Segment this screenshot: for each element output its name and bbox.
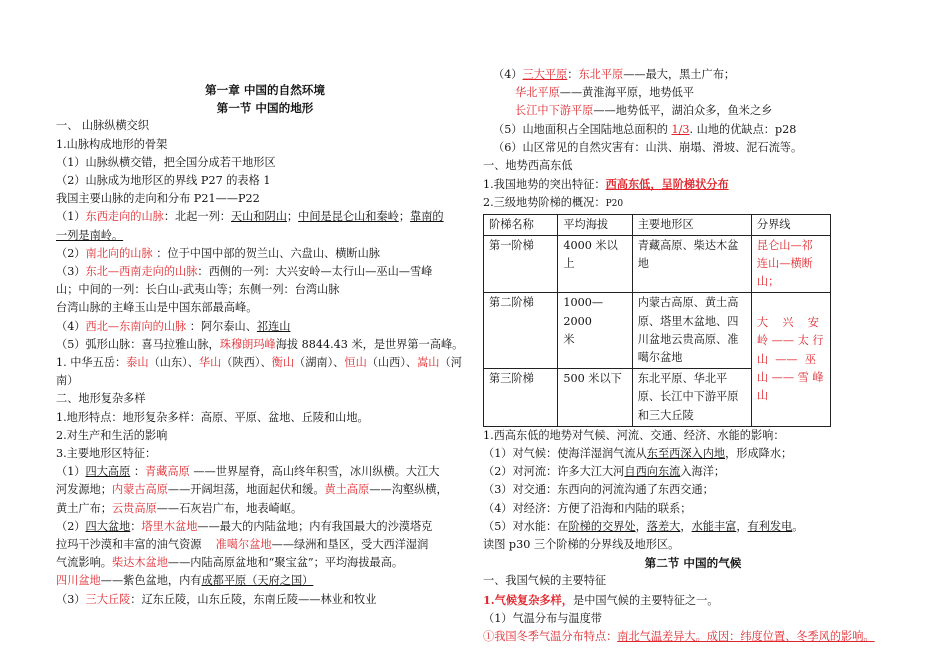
impact-climate: （1）对气候：使海洋湿润气流从东至西深入内地，形成降水； — [483, 447, 793, 461]
text-line: 华北平原——黄淮海平原，地势低平 — [515, 86, 695, 100]
climate-feature: 1.气候复杂多样，是中国气候的主要特征之一。 — [483, 592, 719, 607]
table-header: 主要地形区 — [632, 214, 751, 235]
table-cell: 内蒙古高原、黄土高 原、塔里木盆地、四 川盆地云贵高原、准 噶尔盆地 — [632, 293, 751, 369]
section-title: 第一节 中国的地形 — [216, 101, 314, 116]
section-title-climate: 第二节 中国的气候 — [644, 556, 742, 571]
heading-terrain: 二、地形复杂多样 — [56, 392, 146, 406]
text-line: 南） — [56, 374, 79, 388]
arc-mountains: （5）弧形山脉：喜马拉雅山脉，珠穆朗玛峰海拔 8844.43 米，是世界第一高峰。 — [56, 337, 464, 351]
table-cell: 4000 米以上 — [558, 235, 632, 293]
table-cell: 东北平原、华北平 原、长江中下游平原 和三大丘陵 — [632, 369, 751, 427]
text-line: 长江中下游平原——地势低平，湖泊众多，鱼米之乡 — [515, 104, 773, 118]
east-west-mountains: （1）东西走向的山脉：北起一列：天山和阴山；中间是昆仑山和秦岭；靠南的 — [56, 210, 444, 224]
text-line: （6）山区常见的自然灾害有：山洪、崩塌、滑坡、泥石流等。 — [493, 140, 803, 154]
table-cell: 第一阶梯 — [484, 235, 558, 293]
text-line: （1）气温分布与温度带 — [483, 611, 602, 625]
plains: （4）三大平原：东北平原——最大，黑土广布； — [493, 68, 736, 81]
northeast-southwest-mountains: （3）东北—西南走向的山脉：西侧的一列：大兴安岭—太行山—巫山—雪峰 — [56, 265, 433, 279]
chapter-title: 第一章 中国的自然环境 — [205, 83, 325, 97]
text-line: 我国主要山脉的走向和分布 P21——P22 — [56, 192, 260, 206]
table-cell: 昆仑山—祁 连山—横断 山； — [751, 235, 830, 293]
table-cell: 1000—2000 米 — [558, 293, 632, 369]
text-line: 黄土广布；云贵高原——石灰岩广布，地表崎岖。 — [56, 501, 303, 515]
text-line: 读图 p30 三个阶梯的分界线及地形区。 — [483, 538, 680, 552]
table-cell: 青藏高原、柴达木盆 地 — [632, 235, 751, 293]
plateaus: （1）四大高原 ：青藏高原 ——世界屋脊，高山终年积雪，冰川纵横。大江大 — [56, 465, 440, 479]
text-line: （1）山脉纵横交错，把全国分成若干地形区 — [56, 155, 276, 169]
text-line: 四川盆地——紫色盆地，内有成都平原（天府之国） — [56, 574, 314, 588]
text-line: 台湾山脉的主峰玉山是中国东部最高峰。 — [56, 301, 258, 315]
left-column — [56, 0, 474, 609]
impact-economy: （4）对经济：方便了沿海和内陆的联系； — [483, 501, 692, 515]
hills: （3）三大丘陵：辽东丘陵，山东丘陵，东南丘陵——林业和牧业 — [56, 592, 377, 606]
text-line: 2.对生产和生活的影响 — [56, 428, 168, 442]
impact-hydropower: （5）对水能：在阶梯的交界处，落差大，水能丰富，有利发电。 — [483, 519, 804, 533]
text-line: 山；中间的一列：长白山-武夷山等；东侧一列：台湾山脉 — [56, 283, 340, 297]
impact-rivers: （2）对河流：许多大江大河自西向东流入海洋； — [483, 465, 726, 479]
text-line: 2.三级地势阶梯的概况：P20 — [483, 196, 624, 210]
text-line: （2）山脉成为地形区的界线 P27 的表格 1 — [56, 174, 271, 188]
basins: （2）四大盆地：塔里木盆地——最大的内陆盆地；内有我国最大的沙漠塔克 — [56, 519, 433, 533]
five-mountains: 1. 中华五岳：泰山（山东）、华山（陕西）、衡山（湖南）、恒山（山西）、嵩山（河 — [56, 356, 462, 370]
text-line: 1.地形特点：地形复杂多样：高原、平原、盆地、丘陵和山地。 — [56, 410, 369, 424]
text-line: 气流影响。柴达木盆地——内陆高原盆地和“聚宝盆”；平均海拔最高。 — [56, 556, 404, 570]
terrain-steps-table — [483, 214, 831, 427]
impact-transport: （3）对交通：东西向的河流沟通了东西交通； — [483, 483, 714, 497]
table-row — [484, 235, 831, 293]
table-cell: 500 米以下 — [558, 369, 632, 427]
table-header: 平均海拔 — [558, 214, 632, 235]
northwest-southeast-mountains: （4）西北—东南向的山脉 ：阿尔泰山、祁连山 — [56, 319, 291, 333]
table-cell: 大 兴 安 岭 —— 太 行 山 —— 巫 山 —— 雪 峰 山 — [751, 293, 830, 426]
table-header: 分界线 — [751, 214, 830, 235]
table-header-row — [484, 214, 831, 235]
table-header: 阶梯名称 — [484, 214, 558, 235]
text-line: 1.山脉构成地形的骨架 — [56, 137, 168, 151]
winter-temperature: ①我国冬季气温分布特点：南北气温差异大。成因：纬度位置、冬季风的影响。 — [483, 630, 875, 644]
table-row — [484, 293, 831, 369]
text-line: 一列是南岭。 — [56, 228, 124, 242]
table-cell: 第三阶梯 — [484, 369, 558, 427]
elevation-feature: 1.我国地势的突出特征：西高东低，呈阶梯状分布 — [483, 177, 729, 192]
north-south-mountains: （2）南北向的山脉 ：位于中国中部的贺兰山、六盘山、横断山脉 — [56, 246, 380, 260]
text-line: 1.西高东低的地势对气候、河流、交通、经济、水能的影响： — [483, 428, 785, 442]
mountain-area: （5）山地面积占全国陆地总面积的 1/3. 山地的优缺点：p28 — [493, 122, 797, 136]
text-line: 拉玛干沙漠和丰富的油气资源 准噶尔盆地——绿洲和垦区，受大西洋湿润 — [56, 538, 429, 552]
heading-elevation: 一、地势西高东低 — [483, 159, 573, 173]
text-line: 河发源地；内蒙古高原——开阔坦荡，地面起伏和缓。黄土高原——沟壑纵横， — [56, 483, 448, 497]
heading-mountains: 一、 山脉纵横交织 — [56, 119, 150, 133]
text-line: 3.主要地形区特征： — [56, 447, 157, 461]
text-line: 一、我国气候的主要特征 — [483, 574, 607, 588]
table-cell: 第二阶梯 — [484, 293, 558, 369]
right-column — [483, 0, 903, 646]
